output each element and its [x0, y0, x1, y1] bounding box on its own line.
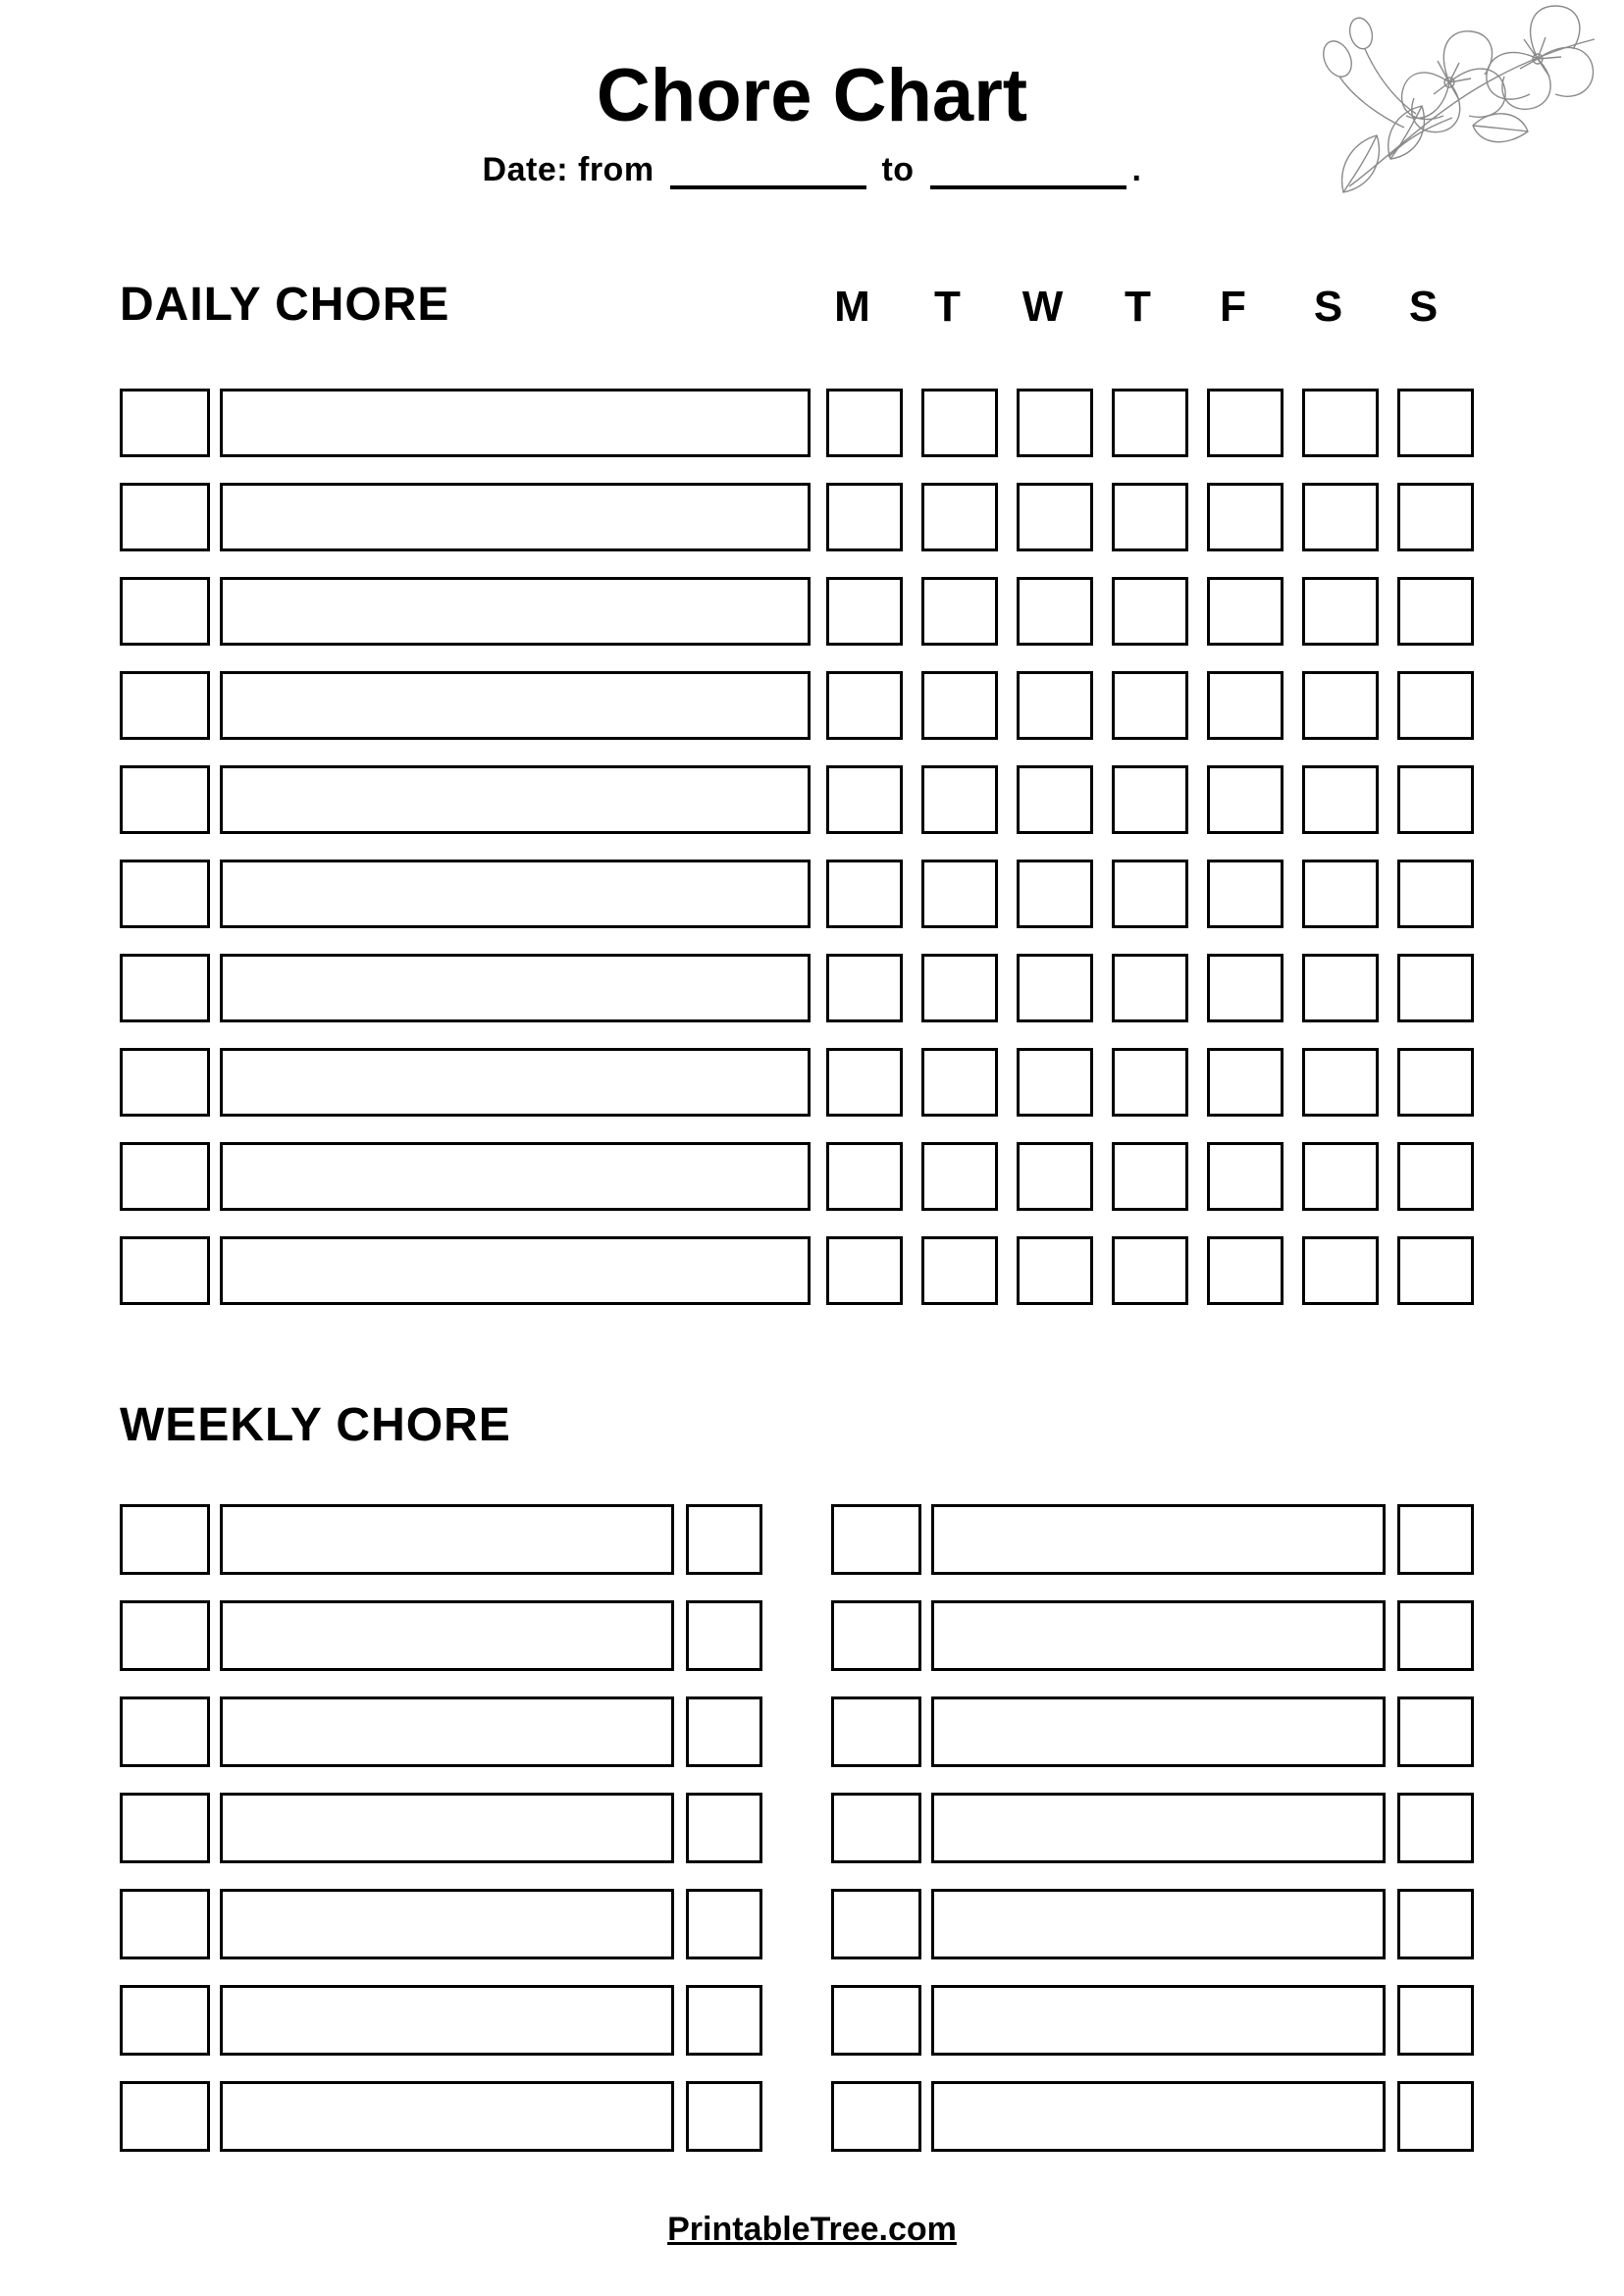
daily-chore-day-checkbox-monday[interactable] — [826, 1048, 903, 1117]
daily-chore-day-checkbox-wednesday[interactable] — [1017, 765, 1093, 834]
daily-chore-checkbox[interactable] — [120, 1142, 210, 1211]
daily-chore-day-checkbox-thursday[interactable] — [1112, 1142, 1188, 1211]
daily-chore-checkbox[interactable] — [120, 954, 210, 1022]
weekly-chore-column-right — [831, 1491, 1474, 2165]
weekly-chore-done-checkbox[interactable] — [1397, 1504, 1474, 1575]
weekly-chore-done-checkbox[interactable] — [686, 1504, 762, 1575]
weekly-chore-row — [831, 1491, 1474, 1588]
daily-chore-checkbox[interactable] — [120, 389, 210, 457]
daily-chore-day-checkbox-wednesday[interactable] — [1017, 1048, 1093, 1117]
daily-chore-day-checkbox-tuesday[interactable] — [921, 671, 998, 740]
daily-chore-day-checkbox-thursday[interactable] — [1112, 765, 1188, 834]
daily-chore-row — [120, 564, 1474, 658]
weekly-chore-done-checkbox[interactable] — [686, 1985, 762, 2056]
daily-chore-row — [120, 847, 1474, 941]
daily-chore-day-checkbox-thursday[interactable] — [1112, 1236, 1188, 1305]
daily-chore-day-checkbox-friday[interactable] — [1207, 1142, 1283, 1211]
daily-chore-row — [120, 941, 1474, 1035]
weekly-chore-checkbox[interactable] — [831, 2081, 921, 2152]
weekly-chore-input[interactable] — [931, 1793, 1386, 1863]
daily-chore-day-checkbox-friday[interactable] — [1207, 1048, 1283, 1117]
day-header-friday: F — [1220, 283, 1246, 331]
weekly-chore-done-checkbox[interactable] — [686, 1696, 762, 1767]
daily-chore-day-checkbox-thursday[interactable] — [1112, 954, 1188, 1022]
daily-chore-day-checkbox-monday[interactable] — [826, 765, 903, 834]
daily-chore-day-cells — [826, 389, 1474, 457]
daily-chore-day-cells — [826, 1236, 1474, 1305]
day-header-sunday: S — [1408, 283, 1439, 331]
daily-chore-day-checkbox-sunday[interactable] — [1397, 954, 1474, 1022]
daily-chore-day-checkbox-wednesday[interactable] — [1017, 1236, 1093, 1305]
daily-chore-day-checkbox-sunday[interactable] — [1397, 1048, 1474, 1117]
daily-chore-day-cells — [826, 577, 1474, 646]
daily-chore-input[interactable] — [220, 954, 811, 1022]
daily-chore-day-checkbox-saturday[interactable] — [1302, 577, 1379, 646]
weekly-chore-input[interactable] — [220, 1504, 674, 1575]
daily-chore-input[interactable] — [220, 1048, 811, 1117]
daily-chore-day-cells — [826, 765, 1474, 834]
daily-chore-day-checkbox-sunday[interactable] — [1397, 389, 1474, 457]
day-of-week-header — [805, 283, 1472, 332]
daily-chore-day-checkbox-wednesday[interactable] — [1017, 577, 1093, 646]
daily-chore-day-checkbox-monday[interactable] — [826, 577, 903, 646]
daily-chore-input[interactable] — [220, 483, 811, 551]
daily-chore-day-checkbox-monday[interactable] — [826, 483, 903, 551]
weekly-chore-input[interactable] — [220, 1793, 674, 1863]
weekly-chore-input[interactable] — [931, 1985, 1386, 2056]
page-header — [0, 54, 1624, 189]
daily-chore-checkbox[interactable] — [120, 1236, 210, 1305]
daily-chore-day-checkbox-friday[interactable] — [1207, 1236, 1283, 1305]
daily-chore-day-checkbox-wednesday[interactable] — [1017, 389, 1093, 457]
weekly-chore-input[interactable] — [220, 1696, 674, 1767]
daily-chore-day-checkbox-monday[interactable] — [826, 389, 903, 457]
day-header-wednesday: W — [1022, 283, 1064, 331]
weekly-chore-input[interactable] — [220, 2081, 674, 2152]
weekly-chore-input[interactable] — [931, 2081, 1386, 2152]
daily-chore-day-checkbox-thursday[interactable] — [1112, 860, 1188, 928]
daily-chore-day-checkbox-saturday[interactable] — [1302, 389, 1379, 457]
daily-chore-day-checkbox-saturday[interactable] — [1302, 954, 1379, 1022]
weekly-chore-row — [831, 1972, 1474, 2068]
daily-chore-day-cells — [826, 1048, 1474, 1117]
daily-chore-input[interactable] — [220, 671, 811, 740]
daily-chore-day-checkbox-sunday[interactable] — [1397, 860, 1474, 928]
daily-chore-day-checkbox-friday[interactable] — [1207, 954, 1283, 1022]
daily-chore-checkbox[interactable] — [120, 577, 210, 646]
daily-chore-row — [120, 1224, 1474, 1318]
daily-chore-day-checkbox-tuesday[interactable] — [921, 860, 998, 928]
daily-chore-row — [120, 1129, 1474, 1224]
weekly-chore-row — [120, 1684, 762, 1780]
daily-chore-day-checkbox-saturday[interactable] — [1302, 1048, 1379, 1117]
daily-chore-day-checkbox-sunday[interactable] — [1397, 671, 1474, 740]
weekly-chore-row — [831, 2068, 1474, 2165]
weekly-chore-done-checkbox[interactable] — [686, 1600, 762, 1671]
weekly-chore-done-checkbox[interactable] — [1397, 1889, 1474, 1959]
daily-chore-row — [120, 658, 1474, 753]
daily-chore-checkbox[interactable] — [120, 765, 210, 834]
daily-chore-day-checkbox-wednesday[interactable] — [1017, 954, 1093, 1022]
date-label-prefix: Date: from — [482, 151, 655, 188]
weekly-chore-checkbox[interactable] — [120, 1889, 210, 1959]
daily-chore-section-title: DAILY CHORE — [120, 279, 450, 331]
weekly-chore-row — [831, 1588, 1474, 1684]
weekly-chore-row — [120, 1491, 762, 1588]
daily-chore-day-checkbox-saturday[interactable] — [1302, 671, 1379, 740]
daily-chore-day-checkbox-wednesday[interactable] — [1017, 483, 1093, 551]
weekly-chore-input[interactable] — [931, 1600, 1386, 1671]
daily-chore-day-checkbox-tuesday[interactable] — [921, 1048, 998, 1117]
weekly-chore-done-checkbox[interactable] — [1397, 1793, 1474, 1863]
daily-chore-day-checkbox-saturday[interactable] — [1302, 765, 1379, 834]
daily-chore-day-checkbox-friday[interactable] — [1207, 671, 1283, 740]
daily-chore-day-checkbox-sunday[interactable] — [1397, 577, 1474, 646]
daily-chore-day-checkbox-saturday[interactable] — [1302, 860, 1379, 928]
weekly-chore-row — [831, 1780, 1474, 1876]
weekly-chore-checkbox[interactable] — [120, 1504, 210, 1575]
date-to-blank[interactable] — [930, 158, 1126, 189]
weekly-chore-section-title: WEEKLY CHORE — [120, 1399, 511, 1451]
daily-chore-day-checkbox-friday[interactable] — [1207, 483, 1283, 551]
day-header-tuesday: T — [934, 283, 961, 331]
day-header-monday: M — [834, 283, 870, 331]
date-from-blank[interactable] — [670, 158, 866, 189]
weekly-chore-checkbox[interactable] — [120, 1696, 210, 1767]
daily-chore-day-checkbox-friday[interactable] — [1207, 765, 1283, 834]
weekly-chore-column-left — [120, 1491, 762, 2165]
weekly-chore-done-checkbox[interactable] — [686, 1889, 762, 1959]
weekly-chore-input[interactable] — [931, 1696, 1386, 1767]
daily-chore-day-checkbox-tuesday[interactable] — [921, 765, 998, 834]
daily-chore-day-checkbox-sunday[interactable] — [1397, 765, 1474, 834]
daily-chore-day-checkbox-monday[interactable] — [826, 671, 903, 740]
weekly-chore-checkbox[interactable] — [120, 2081, 210, 2152]
daily-chore-row — [120, 470, 1474, 564]
daily-chore-day-checkbox-thursday[interactable] — [1112, 389, 1188, 457]
daily-chore-input[interactable] — [220, 577, 811, 646]
date-label-suffix: . — [1131, 151, 1142, 188]
daily-chore-day-cells — [826, 483, 1474, 551]
daily-chore-day-checkbox-monday[interactable] — [826, 1236, 903, 1305]
daily-chore-day-checkbox-saturday[interactable] — [1302, 1236, 1379, 1305]
weekly-chore-done-checkbox[interactable] — [1397, 1985, 1474, 2056]
daily-chore-input[interactable] — [220, 1236, 811, 1305]
weekly-chore-input[interactable] — [220, 1985, 674, 2056]
daily-chore-input[interactable] — [220, 389, 811, 457]
weekly-chore-input[interactable] — [220, 1889, 674, 1959]
weekly-chore-input[interactable] — [931, 1504, 1386, 1575]
weekly-chore-checkbox[interactable] — [831, 1696, 921, 1767]
daily-chore-input[interactable] — [220, 1142, 811, 1211]
daily-chore-day-cells — [826, 954, 1474, 1022]
daily-chore-day-checkbox-sunday[interactable] — [1397, 1142, 1474, 1211]
daily-chore-day-checkbox-friday[interactable] — [1207, 577, 1283, 646]
daily-chore-day-checkbox-tuesday[interactable] — [921, 954, 998, 1022]
daily-chore-day-cells — [826, 860, 1474, 928]
footer — [0, 2211, 1624, 2249]
weekly-chore-row — [120, 1780, 762, 1876]
daily-chore-checkbox[interactable] — [120, 483, 210, 551]
daily-chore-day-checkbox-wednesday[interactable] — [1017, 860, 1093, 928]
daily-chore-day-checkbox-thursday[interactable] — [1112, 483, 1188, 551]
weekly-chore-checkbox[interactable] — [120, 1793, 210, 1863]
daily-chore-input[interactable] — [220, 765, 811, 834]
weekly-chore-checkbox[interactable] — [831, 1600, 921, 1671]
daily-chore-row — [120, 1035, 1474, 1129]
daily-chore-day-checkbox-saturday[interactable] — [1302, 1142, 1379, 1211]
date-label-middle: to — [881, 151, 915, 188]
weekly-chore-checkbox[interactable] — [120, 1600, 210, 1671]
day-header-saturday: S — [1313, 283, 1343, 331]
page-title: Chore Chart — [596, 54, 1028, 137]
printabletree-link[interactable]: PrintableTree.com — [667, 2211, 957, 2248]
daily-chore-day-checkbox-tuesday[interactable] — [921, 389, 998, 457]
weekly-chore-done-checkbox[interactable] — [1397, 1600, 1474, 1671]
weekly-chore-table — [120, 1491, 1474, 2165]
daily-chore-day-checkbox-tuesday[interactable] — [921, 483, 998, 551]
weekly-chore-done-checkbox[interactable] — [1397, 2081, 1474, 2152]
weekly-chore-checkbox[interactable] — [120, 1985, 210, 2056]
daily-chore-checkbox[interactable] — [120, 860, 210, 928]
weekly-chore-checkbox[interactable] — [831, 1985, 921, 2056]
daily-chore-day-checkbox-thursday[interactable] — [1112, 1048, 1188, 1117]
daily-chore-day-cells — [826, 1142, 1474, 1211]
weekly-chore-row — [120, 2068, 762, 2165]
daily-chore-checkbox[interactable] — [120, 1048, 210, 1117]
daily-chore-table — [120, 376, 1474, 1318]
weekly-chore-row — [831, 1684, 1474, 1780]
daily-chore-day-checkbox-tuesday[interactable] — [921, 1236, 998, 1305]
daily-chore-day-checkbox-friday[interactable] — [1207, 860, 1283, 928]
weekly-chore-checkbox[interactable] — [831, 1504, 921, 1575]
daily-chore-day-checkbox-sunday[interactable] — [1397, 1236, 1474, 1305]
daily-chore-row — [120, 753, 1474, 847]
weekly-chore-row — [120, 1588, 762, 1684]
daily-chore-day-checkbox-monday[interactable] — [826, 860, 903, 928]
daily-chore-day-checkbox-wednesday[interactable] — [1017, 1142, 1093, 1211]
daily-chore-day-checkbox-wednesday[interactable] — [1017, 671, 1093, 740]
weekly-chore-done-checkbox[interactable] — [1397, 1696, 1474, 1767]
weekly-chore-checkbox[interactable] — [831, 1889, 921, 1959]
weekly-chore-row — [831, 1876, 1474, 1972]
daily-chore-day-checkbox-tuesday[interactable] — [921, 1142, 998, 1211]
weekly-chore-row — [120, 1876, 762, 1972]
daily-chore-checkbox[interactable] — [120, 671, 210, 740]
weekly-chore-checkbox[interactable] — [831, 1793, 921, 1863]
weekly-chore-input[interactable] — [931, 1889, 1386, 1959]
weekly-chore-done-checkbox[interactable] — [686, 1793, 762, 1863]
daily-chore-day-checkbox-monday[interactable] — [826, 954, 903, 1022]
weekly-chore-input[interactable] — [220, 1600, 674, 1671]
daily-chore-input[interactable] — [220, 860, 811, 928]
daily-chore-day-checkbox-saturday[interactable] — [1302, 483, 1379, 551]
daily-chore-day-checkbox-thursday[interactable] — [1112, 671, 1188, 740]
daily-chore-day-checkbox-sunday[interactable] — [1397, 483, 1474, 551]
date-line — [0, 151, 1624, 189]
daily-chore-day-cells — [826, 671, 1474, 740]
weekly-chore-done-checkbox[interactable] — [686, 2081, 762, 2152]
daily-chore-row — [120, 376, 1474, 470]
weekly-chore-row — [120, 1972, 762, 2068]
day-header-thursday: T — [1125, 283, 1151, 331]
daily-chore-day-checkbox-friday[interactable] — [1207, 389, 1283, 457]
daily-chore-day-checkbox-thursday[interactable] — [1112, 577, 1188, 646]
daily-chore-day-checkbox-monday[interactable] — [826, 1142, 903, 1211]
daily-chore-day-checkbox-tuesday[interactable] — [921, 577, 998, 646]
